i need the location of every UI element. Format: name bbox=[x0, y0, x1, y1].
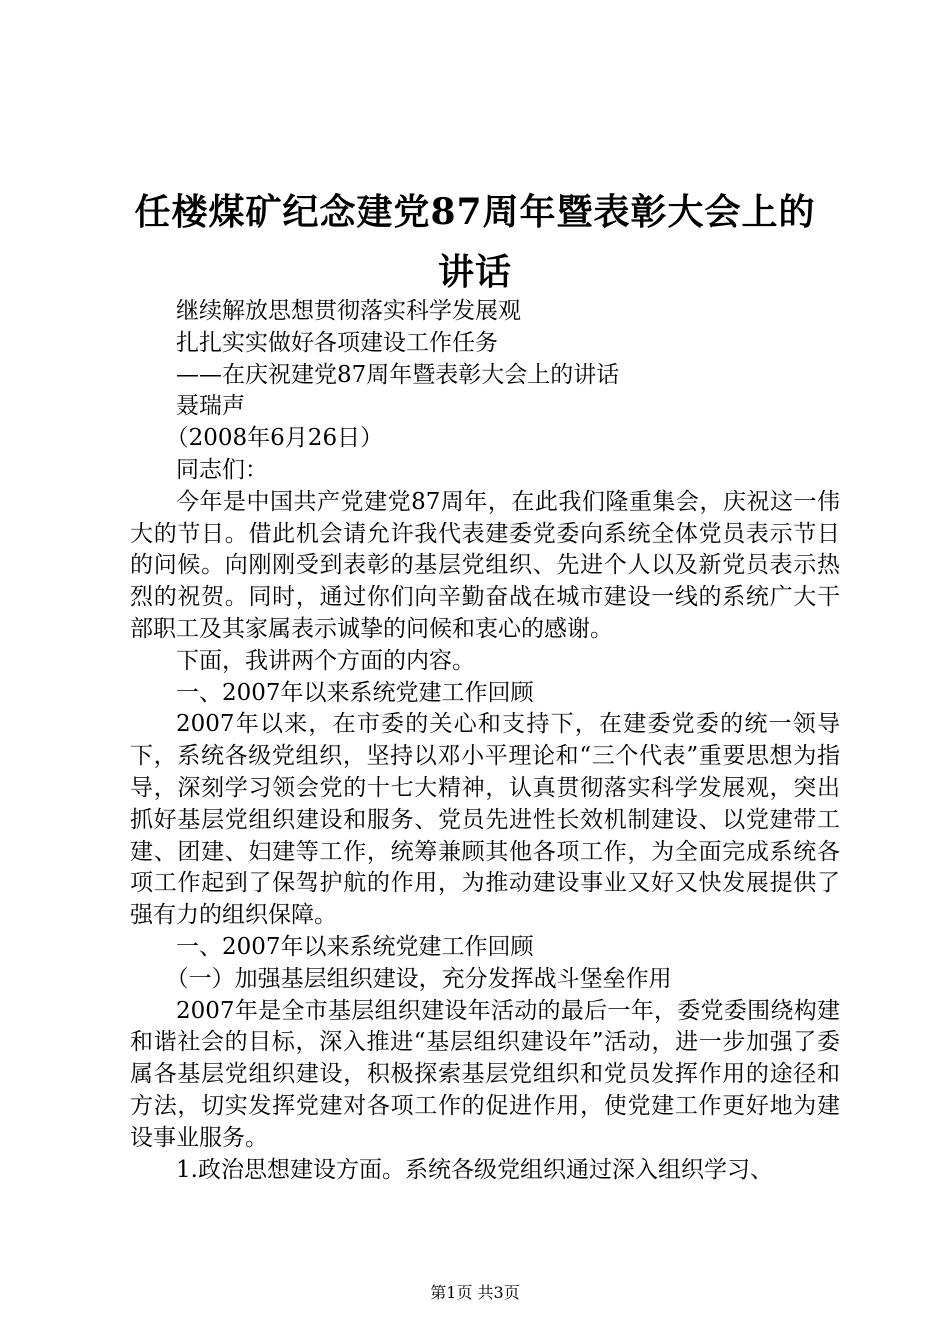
subtitle-line-1: 继续解放思想贯彻落实科学发展观 bbox=[176, 298, 521, 324]
subtitle-line-2: 扎扎实实做好各项建设工作任务 bbox=[176, 329, 498, 356]
document-title: 任楼煤矿纪念建党87周年暨表彰大会上的讲话 bbox=[134, 191, 816, 293]
speech-date: （2008年6月26日） bbox=[165, 425, 384, 452]
document-body bbox=[130, 296, 840, 1186]
speaker-name: 聂瑞声 bbox=[176, 393, 245, 420]
section-heading: 一、2007年以来系统党建工作回顾 bbox=[176, 679, 534, 706]
paragraph: 今年是中国共产党建党87周年，在此我们隆重集会，庆祝这一伟大的节日。借此机会请允许我代表建委党委向系统全体党员表示节日的问候。向刚刚受到表彰的基层党组织、先进个人以及新党员表示热烈的祝贺。同时，通过你们向辛勤奋战在城市建设一线的系统广大干部职工及其家属表示诚挚的问候和衷心的感谢。 bbox=[130, 488, 840, 642]
paragraph: 2007年以来，在市委的关心和支持下，在建委党委的统一领导下，系统各级党组织，坚持以邓小平理论和“三个代表”重要思想为指导，深刻学习领会党的十七大精神，认真贯彻落实科学发展观，突出抓好基层党组织建设和服务、党员先进性长效机制建设、以党建带工建、团建、妇建等工作，统筹兼顾其他各项工作，为全面完成系统各项工作起到了保驾护航的作用，为推动建设事业又好又快发展提供了强有力的组织保障。 bbox=[130, 711, 840, 929]
paragraph: 1.政治思想建设方面。系统各级党组织通过深入组织学习、 bbox=[176, 1156, 773, 1183]
section-heading: 一、2007年以来系统党建工作回顾 bbox=[176, 933, 534, 960]
subsection-heading: （一）加强基层组织建设，充分发挥战斗堡垒作用 bbox=[165, 965, 672, 992]
page-footer: 第1页 共3页 bbox=[430, 1283, 520, 1302]
salutation: 同志们： bbox=[176, 456, 268, 483]
subtitle-line-3: ——在庆祝建党87周年暨表彰大会上的讲话 bbox=[176, 361, 620, 388]
paragraph: 下面，我讲两个方面的内容。 bbox=[176, 647, 475, 674]
paragraph: 2007年是全市基层组织建设年活动的最后一年，委党委围绕构建和谐社会的目标，深入推进“基层组织建设年”活动，进一步加强了委属各基层党组织建设，积极探索基层党组织和党员发挥作用的途径和方法，切实发挥党建对各项工作的促进作用，使党建工作更好地为建设事业服务。 bbox=[130, 997, 840, 1151]
